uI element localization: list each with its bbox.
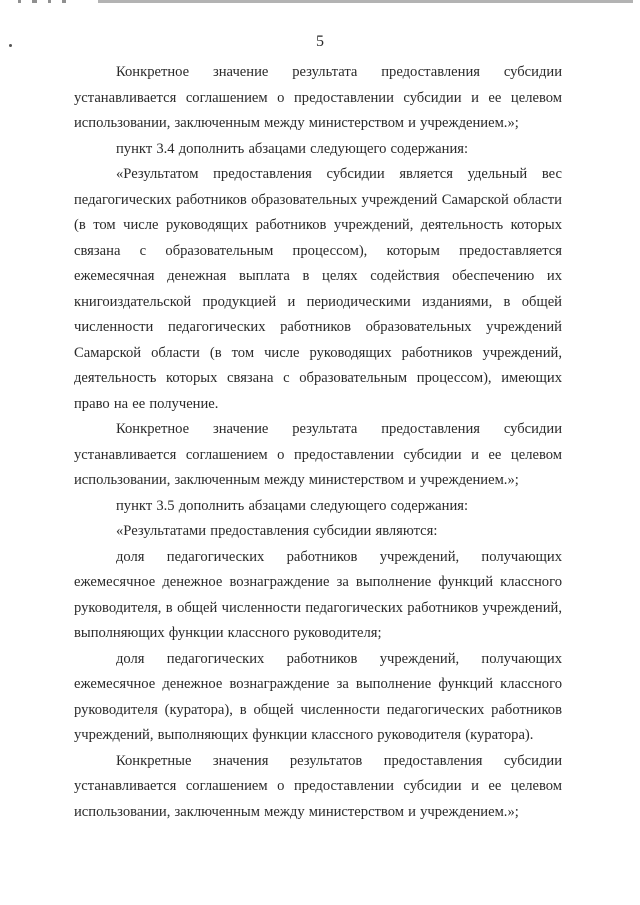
page-number: 5 xyxy=(316,33,324,50)
paragraph-result-value-1: Конкретное значение результата предоставления субсидии устанавливается соглашением о предоставлении субсидии и ее целевом использовании, заключенным между министерством и учреждением.»; xyxy=(74,64,562,131)
document-body xyxy=(74,60,562,825)
paragraph-result-value-2: Конкретное значение результата предоставления субсидии устанавливается соглашением о предоставлении субсидии и ее целевом использовании, заключенным между министерством и учреждением.»; xyxy=(74,421,562,488)
paragraph-share-curator: доля педагогических работников учреждений, получающих ежемесячное денежное вознаграждение за выполнение функций классного руководителя (куратора), в общей численности педагогических работников учреждений, выполняющих функции классного руководителя (куратора). xyxy=(74,650,562,743)
paragraph-result-share: «Результатом предоставления субсидии является удельный вес педагогических работников образовательных учреждений Самарской области (в том числе руководящих работников учреждений, деятельность которых связана с образовательным процессом), которым предоставляется ежемесячная денежная выплата в целях содействия обеспечению их книгоиздательской продукцией и периодическими изданиями, в общей численности педагогических работников образовательных учреждений Самарской области (в том числе руководящих работников учреждений, деятельность которых связана с образовательным процессом), имеющих право на ее получение. xyxy=(74,166,562,412)
paragraph-results-intro: «Результатами предоставления субсидии являются: xyxy=(116,523,438,539)
paragraph-clause-3-4: пункт 3.4 дополнить абзацами следующего содержания: xyxy=(116,140,469,157)
paragraph-share-class-teacher: доля педагогических работников учреждений, получающих ежемесячное денежное вознаграждение за выполнение функций классного руководителя, в общей численности педагогических работников учреждений, выполняющих функции классного руководителя; xyxy=(74,548,562,641)
scan-top-edge xyxy=(18,0,633,3)
paragraph-clause-3-5: пункт 3.5 дополнить абзацами следующего содержания: xyxy=(116,497,469,514)
paragraph-result-values-3: Конкретные значения результатов предоставления субсидии устанавливается соглашением о предоставлении субсидии и ее целевом использовании, заключенным между министерством и учреждением.»; xyxy=(74,752,562,820)
